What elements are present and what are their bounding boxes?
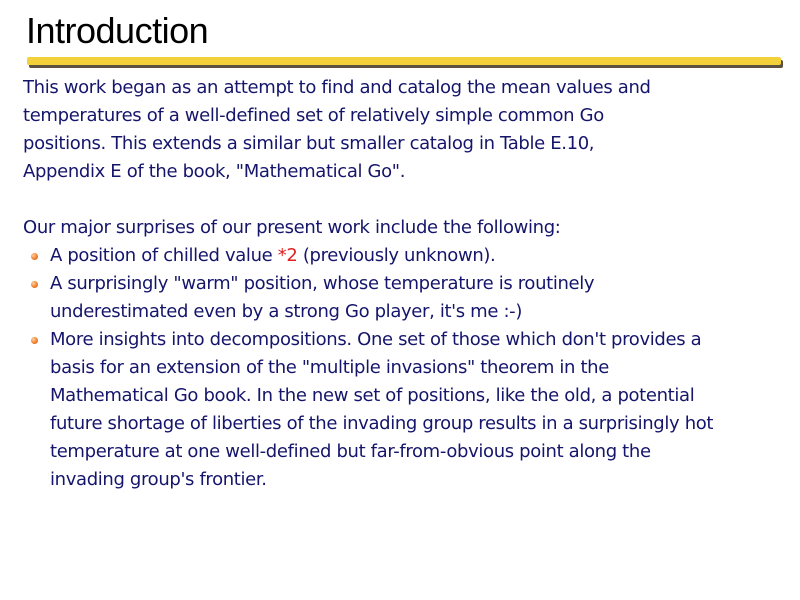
intro-line: Appendix E of the book, "Mathematical Go". (23, 161, 406, 182)
orange-dot-bullet-icon (31, 337, 38, 344)
bullet-line: invading group's frontier. (50, 469, 267, 490)
slide-title: Introduction (26, 10, 209, 51)
lead-sentence: Our major surprises of our present work include the following: (23, 217, 561, 238)
intro-line: This work began as an attempt to find and catalog the mean values and (23, 77, 651, 98)
list-item (23, 326, 793, 494)
bullet-line: More insights into decompositions. One set of those which don't provides a (50, 329, 702, 350)
chilled-value-highlight: *2 (277, 245, 298, 266)
intro-line: positions. This extends a similar but smaller catalog in Table E.10, (23, 133, 595, 154)
intro-line: temperatures of a well-defined set of relatively simple common Go (23, 105, 604, 126)
paragraph-spacer (23, 186, 793, 214)
list-item (23, 270, 793, 326)
bullet-text: (previously unknown). (297, 245, 496, 266)
intro-paragraph (23, 74, 793, 186)
slide-body (23, 74, 793, 494)
bullet-line: A surprisingly "warm" position, whose temperature is routinely (50, 273, 595, 294)
bullet-line: future shortage of liberties of the invading group results in a surprisingly hot (50, 413, 714, 434)
list-item (23, 242, 793, 270)
bullet-line (50, 242, 793, 270)
title-underline-bar (27, 57, 781, 65)
bullet-line: underestimated even by a strong Go player, it's me :-) (50, 301, 522, 322)
orange-dot-bullet-icon (31, 281, 38, 288)
orange-dot-bullet-icon (31, 253, 38, 260)
bullet-line: temperature at one well-defined but far-from-obvious point along the (50, 441, 651, 462)
surprises-list (23, 242, 793, 494)
bullet-text: A position of chilled value (50, 245, 278, 266)
bullet-line: Mathematical Go book. In the new set of positions, like the old, a potential (50, 385, 695, 406)
bullet-line: basis for an extension of the "multiple invasions" theorem in the (50, 357, 609, 378)
